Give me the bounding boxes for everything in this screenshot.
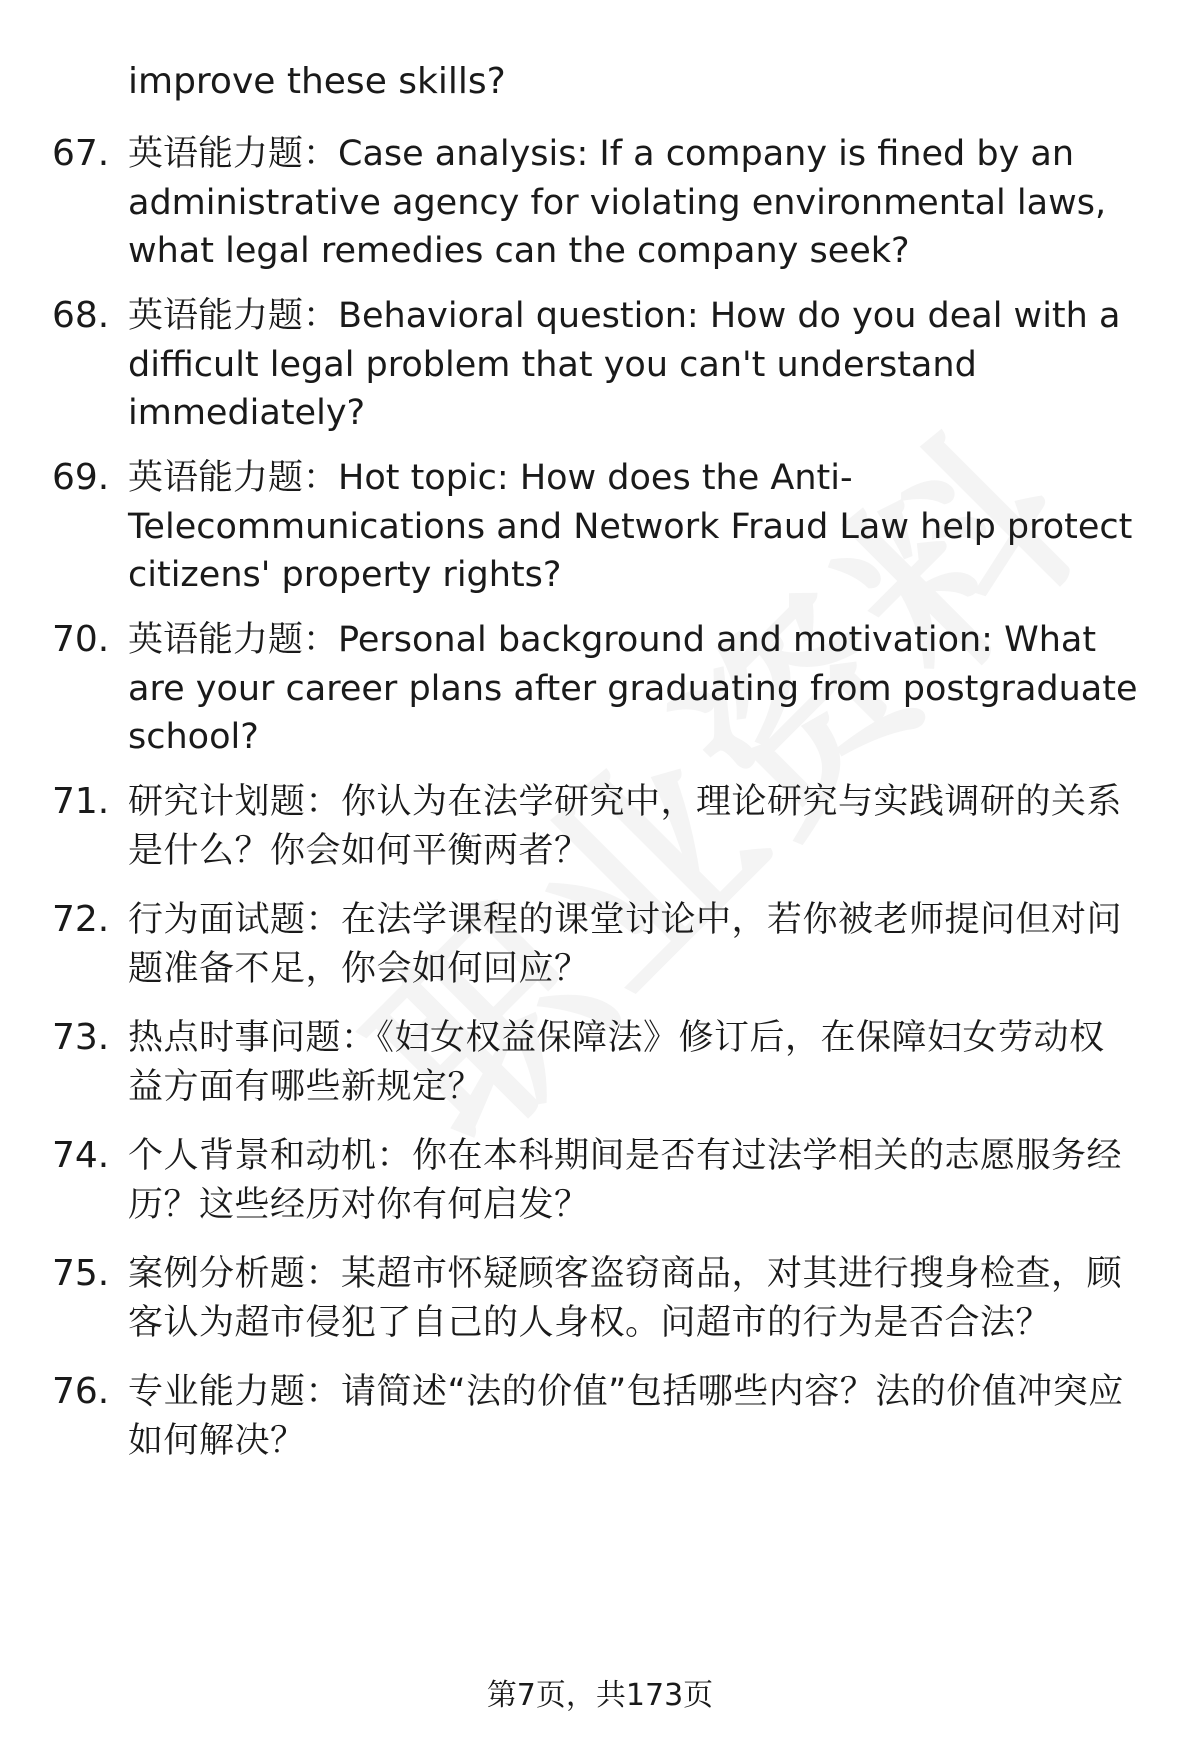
question-number: 67. — [52, 133, 110, 174]
question-text: 英语能力题：Case analysis: If a company is fined by an administrative agency for violating environmental laws, what legal remedies can the company seek? — [128, 134, 1107, 271]
continuation-text: improve these skills? — [128, 61, 506, 102]
question-text: 英语能力题：Personal background and motivation: What are your career plans after graduating from postgraduate school? — [128, 620, 1138, 757]
question-number: 73. — [52, 1017, 110, 1058]
question-number: 75. — [52, 1253, 110, 1294]
question-number: 68. — [52, 295, 110, 336]
question-number: 72. — [52, 899, 110, 940]
question-text: 专业能力题：请简述“法的价值”包括哪些内容？法的价值冲突应如何解决？ — [128, 1372, 1124, 1461]
question-number: 76. — [52, 1371, 110, 1412]
question-number: 74. — [52, 1135, 110, 1176]
question-number: 69. — [52, 457, 110, 498]
question-number: 70. — [52, 619, 110, 660]
question-text: 研究计划题：你认为在法学研究中，理论研究与实践调研的关系是什么？你会如何平衡两者？ — [128, 782, 1123, 871]
question-text: 个人背景和动机：你在本科期间是否有过法学相关的志愿服务经历？这些经历对你有何启发？ — [128, 1136, 1123, 1225]
question-text: 英语能力题：Behavioral question: How do you deal with a difficult legal problem that you can't understand immediately? — [128, 296, 1121, 433]
page-footer: 第7页，共173页 — [486, 1678, 714, 1713]
question-text: 行为面试题：在法学课程的课堂讨论中，若你被老师提问但对问题准备不足，你会如何回应？ — [128, 900, 1123, 989]
question-text: 热点时事问题：《妇女权益保障法》修订后，在保障妇女劳动权益方面有哪些新规定？ — [128, 1018, 1105, 1107]
question-number: 71. — [52, 781, 110, 822]
question-text: 英语能力题：Hot topic: How does the Anti-Telecommunications and Network Fraud Law help protect citizens' property rights? — [128, 458, 1133, 595]
question-text: 案例分析题：某超市怀疑顾客盗窃商品，对其进行搜身检查，顾客认为超市侵犯了自己的人身权。问超市的行为是否合法？ — [128, 1254, 1123, 1343]
